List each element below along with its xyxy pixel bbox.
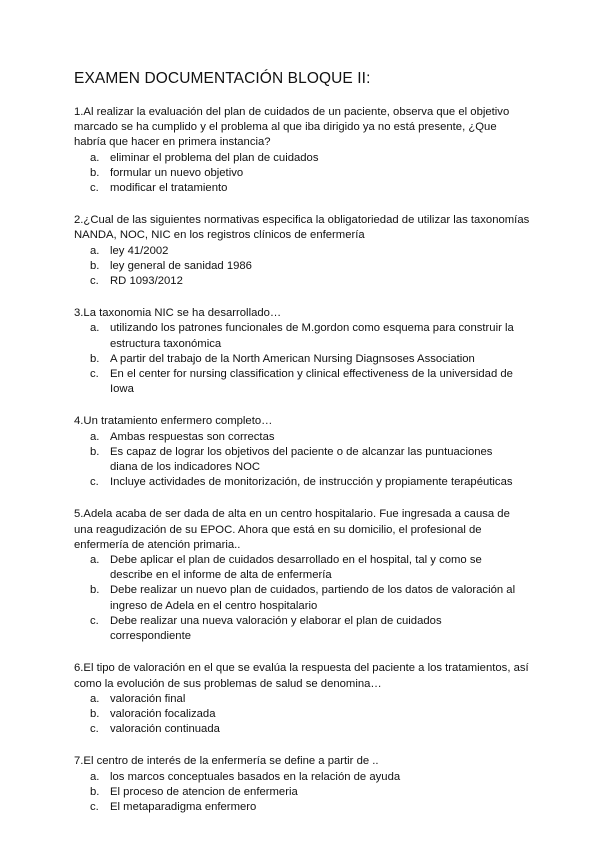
option-letter: b. <box>90 445 100 458</box>
option-letter: c. <box>90 368 99 381</box>
option-b <box>74 445 530 475</box>
option-list <box>74 770 530 816</box>
option-letter: c. <box>90 800 99 813</box>
option-text: Incluye actividades de monitorización, de instrucción y propiamente terapéuticas <box>110 476 513 489</box>
question-1 <box>74 105 530 196</box>
option-a <box>74 244 530 259</box>
option-letter: c. <box>90 182 99 195</box>
question-7 <box>74 754 530 815</box>
option-text: Debe realizar una nueva valoración y elaborar el plan de cuidados correspondiente <box>110 614 442 643</box>
option-letter: a. <box>90 322 100 335</box>
option-text: valoración focalizada <box>110 707 216 720</box>
question-text: 6.El tipo de valoración en el que se evalúa la respuesta del paciente a los tratamientos, así como la evolución de sus problemas de salud se denomina… <box>74 662 529 690</box>
option-letter: c. <box>90 614 99 627</box>
option-c <box>74 722 530 737</box>
option-text: El metaparadigma enfermero <box>110 800 257 813</box>
option-letter: a. <box>90 692 100 705</box>
option-text: Debe realizar un nuevo plan de cuidados, partiendo de los datos de valoración al ingreso de Adela en el centro hospitalario <box>110 584 516 612</box>
option-letter: c. <box>90 476 99 489</box>
option-letter: b. <box>90 166 100 179</box>
option-text: utilizando los patrones funcionales de M.gordon como esquema para construir la estructura taxonómica <box>110 322 514 350</box>
option-text: valoración final <box>110 692 186 705</box>
option-a <box>74 151 530 166</box>
option-letter: a. <box>90 430 100 443</box>
option-text: valoración continuada <box>110 723 220 736</box>
option-text: El proceso de atencion de enfermeria <box>110 785 298 798</box>
option-b <box>74 583 530 613</box>
question-4 <box>74 414 530 490</box>
option-list <box>74 430 530 491</box>
option-a <box>74 553 530 583</box>
option-text: formular un nuevo objetivo <box>110 166 244 179</box>
option-letter: b. <box>90 584 100 597</box>
option-letter: b. <box>90 707 100 720</box>
option-text: modificar el tratamiento <box>110 182 228 195</box>
option-text: ley 41/2002 <box>110 244 169 257</box>
question-text: 4.Un tratamiento enfermero completo… <box>74 415 273 428</box>
option-c <box>74 800 530 815</box>
option-text: Es capaz de lograr los objetivos del paciente o de alcanzar las puntuaciones diana de los indicadores NOC <box>110 445 493 474</box>
option-letter: a. <box>90 151 100 164</box>
option-list <box>74 151 530 197</box>
option-b <box>74 259 530 274</box>
option-text: En el center for nursing classification y clinical effectiveness de la universidad de Iowa <box>110 368 513 396</box>
option-text: los marcos conceptuales basados en la relación de ayuda <box>110 770 401 783</box>
option-b <box>74 785 530 800</box>
option-b <box>74 352 530 367</box>
page-title: EXAMEN DOCUMENTACIÓN BLOQUE II: <box>74 70 371 87</box>
option-text: ley general de sanidad 1986 <box>110 259 252 272</box>
question-2 <box>74 213 530 289</box>
option-c <box>74 614 530 644</box>
question-text: 3.La taxonomia NIC se ha desarrollado… <box>74 307 282 320</box>
question-text: 1.Al realizar la evaluación del plan de cuidados de un paciente, observa que el objetivo marcado se ha cumplido y el problema al que iba dirigido ya no está presente, ¿Que habría que hacer en primera instancia? <box>74 106 510 149</box>
option-a <box>74 770 530 785</box>
question-6 <box>74 661 530 737</box>
option-list <box>74 321 530 397</box>
option-letter: b. <box>90 259 100 272</box>
option-letter: a. <box>90 554 100 567</box>
option-c <box>74 475 530 490</box>
option-text: eliminar el problema del plan de cuidados <box>110 151 319 164</box>
option-list <box>74 244 530 290</box>
question-3 <box>74 306 530 397</box>
option-list <box>74 553 530 644</box>
option-letter: c. <box>90 723 99 736</box>
option-letter: c. <box>90 275 99 288</box>
option-c <box>74 367 530 397</box>
option-c <box>74 181 530 196</box>
option-b <box>74 166 530 181</box>
option-a <box>74 692 530 707</box>
option-text: Ambas respuestas son correctas <box>110 430 275 443</box>
option-c <box>74 274 530 289</box>
option-letter: b. <box>90 352 100 365</box>
option-letter: a. <box>90 770 100 783</box>
question-text: 7.El centro de interés de la enfermería se define a partir de .. <box>74 755 379 768</box>
question-5 <box>74 507 530 644</box>
option-list <box>74 692 530 738</box>
option-b <box>74 707 530 722</box>
question-text: 5.Adela acaba de ser dada de alta en un centro hospitalario. Fue ingresada a causa de una reagudización de su EPOC. Ahora que está en su domicilio, el profesional de enfermería de atención primaria.. <box>74 508 510 551</box>
question-text: 2.¿Cual de las siguientes normativas especifica la obligatoriedad de utilizar las taxonomías NANDA, NOC, NIC en los registros clínicos de enfermería <box>74 214 530 242</box>
option-letter: a. <box>90 244 100 257</box>
option-text: A partir del trabajo de la North American Nursing Diagnsoses Association <box>110 352 475 365</box>
option-text: Debe aplicar el plan de cuidados desarrollado en el hospital, tal y como se describe en el informe de alta de enfermería <box>110 554 482 582</box>
option-a <box>74 430 530 445</box>
option-letter: b. <box>90 785 100 798</box>
option-a <box>74 321 530 351</box>
option-text: RD 1093/2012 <box>110 275 183 288</box>
